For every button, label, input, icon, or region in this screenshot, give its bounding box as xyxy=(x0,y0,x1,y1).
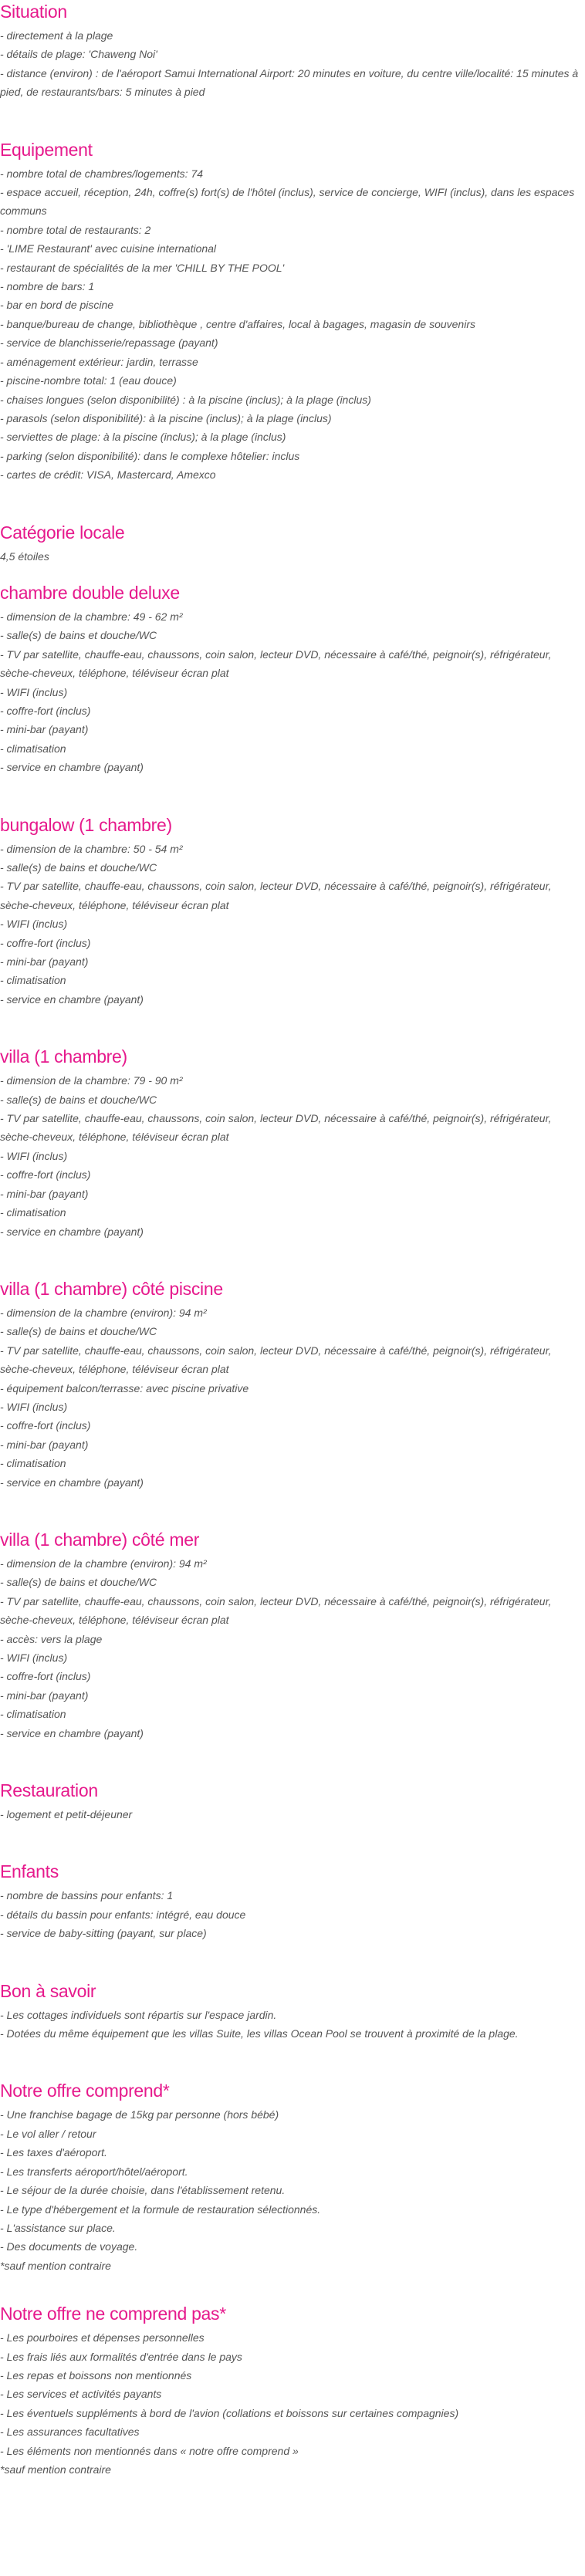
list-item: - équipement balcon/terrasse: avec piscine privative xyxy=(0,1381,249,1394)
section-bon-a-savoir xyxy=(0,1979,585,2044)
section-enfants xyxy=(0,1860,585,1942)
list-item: - coffre-fort (inclus) xyxy=(0,1168,91,1182)
section-title: Notre offre comprend* xyxy=(0,2081,170,2101)
list-item: - Le type d'hébergement et la formule de restauration sélectionnés. xyxy=(0,2202,321,2216)
list-item: - distance (environ) : de l'aéroport Samui International Airport: 20 minutes en voiture, du centre ville/localité: 15 minutes à pied, de restaurants/bars: 5 minutes à pied xyxy=(0,66,579,99)
list-item: - nombre de bassins pour enfants: 1 xyxy=(0,1889,174,1902)
list-item: - salle(s) de bains et douche/WC xyxy=(0,1093,157,1106)
list-item: - chaises longues (selon disponibilité) : à la piscine (inclus); à la plage (inclus) xyxy=(0,393,371,406)
section-offre-ne-comprend-pas xyxy=(0,2302,585,2479)
list-item: - mini-bar (payant) xyxy=(0,723,89,736)
list-item: - Le séjour de la durée choisie, dans l'établissement retenu. xyxy=(0,2184,286,2197)
list-item: - serviettes de plage: à la piscine (inclus); à la plage (inclus) xyxy=(0,431,286,444)
section-title: bungalow (1 chambre) xyxy=(0,814,172,835)
section-title: Enfants xyxy=(0,1861,59,1882)
section-chambre-double xyxy=(0,581,585,777)
list-item: - dimension de la chambre: 50 - 54 m² xyxy=(0,842,183,855)
list-item: - Les éventuels suppléments à bord de l'avion (collations et boissons sur certaines compagnies) xyxy=(0,2406,459,2419)
section-restauration xyxy=(0,1779,585,1824)
list-item: - WIFI (inclus) xyxy=(0,918,68,931)
list-item: - climatisation xyxy=(0,1457,66,1470)
section-title: Catégorie locale xyxy=(0,522,125,543)
list-item: - WIFI (inclus) xyxy=(0,685,68,698)
list-item: - parasols (selon disponibilité): à la piscine (inclus); à la plage (inclus) xyxy=(0,411,332,424)
list-item: - mini-bar (payant) xyxy=(0,955,89,969)
section-villa-mer xyxy=(0,1528,585,1743)
list-item: *sauf mention contraire xyxy=(0,2259,111,2272)
list-item: - TV par satellite, chauffe-eau, chaussons, coin salon, lecteur DVD, nécessaire à café/thé, peignoir(s), réfrigérateur, sèche-cheveux, téléphone, téléviseur écran plat xyxy=(0,1112,552,1144)
list-item: - service en chambre (payant) xyxy=(0,1726,144,1739)
list-item: - dimension de la chambre: 79 - 90 m² xyxy=(0,1074,183,1087)
list-item: - Dotées du même équipement que les villas Suite, les villas Ocean Pool se trouvent à proximité de la plage. xyxy=(0,2027,519,2040)
list-item: - dimension de la chambre (environ): 94 m² xyxy=(0,1557,207,1570)
section-lines xyxy=(0,1303,585,1492)
section-lines xyxy=(0,1554,585,1743)
section-title: villa (1 chambre) xyxy=(0,1046,127,1067)
list-item: - Les services et activités payants xyxy=(0,2388,162,2401)
section-bungalow xyxy=(0,813,585,1009)
section-villa-piscine xyxy=(0,1277,585,1492)
list-item: - détails de plage: 'Chaweng Noi' xyxy=(0,48,157,61)
section-lines xyxy=(0,2006,585,2044)
list-item: - dimension de la chambre (environ): 94 m² xyxy=(0,1306,207,1319)
list-item: - logement et petit-déjeuner xyxy=(0,1808,133,1821)
list-item: - TV par satellite, chauffe-eau, chaussons, coin salon, lecteur DVD, nécessaire à café/thé, peignoir(s), réfrigérateur, sèche-cheveux, téléphone, téléviseur écran plat xyxy=(0,1594,552,1627)
section-title: villa (1 chambre) côté mer xyxy=(0,1529,200,1550)
list-item: - mini-bar (payant) xyxy=(0,1187,89,1200)
section-lines xyxy=(0,2328,585,2479)
list-item: - salle(s) de bains et douche/WC xyxy=(0,1576,157,1589)
section-villa xyxy=(0,1045,585,1241)
list-item: - Les taxes d'aéroport. xyxy=(0,2146,107,2159)
list-item: - WIFI (inclus) xyxy=(0,1400,68,1413)
list-item: - piscine-nombre total: 1 (eau douce) xyxy=(0,374,177,387)
list-item: - WIFI (inclus) xyxy=(0,1651,68,1664)
list-item: - service de blanchisserie/repassage (payant) xyxy=(0,336,218,350)
list-item: - salle(s) de bains et douche/WC xyxy=(0,861,157,874)
section-lines xyxy=(0,547,585,566)
list-item: - Les cottages individuels sont répartis sur l'espace jardin. xyxy=(0,2008,277,2021)
section-lines xyxy=(0,1886,585,1942)
list-item: - coffre-fort (inclus) xyxy=(0,936,91,949)
list-item: - dimension de la chambre: 49 - 62 m² xyxy=(0,610,183,623)
list-item: - TV par satellite, chauffe-eau, chaussons, coin salon, lecteur DVD, nécessaire à café/thé, peignoir(s), réfrigérateur, sèche-cheveux, téléphone, téléviseur écran plat xyxy=(0,880,552,911)
list-item: - Une franchise bagage de 15kg par personne (hors bébé) xyxy=(0,2108,279,2121)
section-title: Notre offre ne comprend pas* xyxy=(0,2304,226,2324)
list-item: - TV par satellite, chauffe-eau, chaussons, coin salon, lecteur DVD, nécessaire à café/thé, peignoir(s), réfrigérateur, sèche-cheveux, téléphone, téléviseur écran plat xyxy=(0,1344,552,1376)
list-item: - Le vol aller / retour xyxy=(0,2127,96,2140)
section-title: Restauration xyxy=(0,1780,98,1801)
list-item: - Les frais liés aux formalités d'entrée dans le pays xyxy=(0,2350,242,2363)
section-title: Equipement xyxy=(0,139,93,160)
section-lines xyxy=(0,607,585,777)
list-item: - mini-bar (payant) xyxy=(0,1689,89,1702)
section-title: villa (1 chambre) côté piscine xyxy=(0,1278,223,1299)
section-lines xyxy=(0,1071,585,1241)
list-item: - service en chambre (payant) xyxy=(0,1476,144,1489)
list-item: - WIFI (inclus) xyxy=(0,1149,68,1162)
list-item: - cartes de crédit: VISA, Mastercard, Amexco xyxy=(0,468,216,482)
list-item: - Les pourboires et dépenses personnelles xyxy=(0,2331,205,2344)
list-item: - détails du bassin pour enfants: intégré, eau douce xyxy=(0,1908,246,1921)
section-lines xyxy=(0,26,585,102)
list-item: - espace accueil, réception, 24h, coffre(s) fort(s) de l'hôtel (inclus), service de concierge, WIFI (inclus), dans les espaces communs xyxy=(0,186,575,218)
list-item: - parking (selon disponibilité): dans le complexe hôtelier: inclus xyxy=(0,449,300,462)
list-item: - Les repas et boissons non mentionnés xyxy=(0,2368,192,2382)
section-lines xyxy=(0,2105,585,2275)
list-item: - Les éléments non mentionnés dans « notre offre comprend » xyxy=(0,2444,299,2457)
list-item: - aménagement extérieur: jardin, terrasse xyxy=(0,355,198,368)
section-title: chambre double deluxe xyxy=(0,582,180,603)
list-item: - service en chambre (payant) xyxy=(0,992,144,1006)
list-item: - Les assurances facultatives xyxy=(0,2426,140,2439)
list-item: - accès: vers la plage xyxy=(0,1632,103,1645)
list-item: - coffre-fort (inclus) xyxy=(0,1419,91,1432)
section-title: Situation xyxy=(0,2,67,22)
section-equipement xyxy=(0,138,585,485)
list-item: - L'assistance sur place. xyxy=(0,2221,116,2234)
list-item: - nombre total de restaurants: 2 xyxy=(0,223,151,236)
list-item: - Les transferts aéroport/hôtel/aéroport. xyxy=(0,2165,188,2178)
list-item: - TV par satellite, chauffe-eau, chaussons, coin salon, lecteur DVD, nécessaire à café/thé, peignoir(s), réfrigérateur, sèche-cheveux, téléphone, téléviseur écran plat xyxy=(0,647,552,680)
list-item: - service en chambre (payant) xyxy=(0,1225,144,1238)
list-item: - climatisation xyxy=(0,1708,66,1721)
list-item: - salle(s) de bains et douche/WC xyxy=(0,629,157,642)
list-item: - bar en bord de piscine xyxy=(0,299,114,312)
section-categorie xyxy=(0,521,585,566)
section-lines xyxy=(0,840,585,1009)
section-lines xyxy=(0,164,585,485)
list-item: - mini-bar (payant) xyxy=(0,1438,89,1451)
list-item: - 'LIME Restaurant' avec cuisine international xyxy=(0,242,217,255)
list-item: - service de baby-sitting (payant, sur place) xyxy=(0,1927,207,1940)
section-offre-comprend xyxy=(0,2079,585,2275)
list-item: - directement à la plage xyxy=(0,29,113,42)
list-item: 4,5 étoiles xyxy=(0,549,49,563)
list-item: - nombre total de chambres/logements: 74 xyxy=(0,167,204,180)
list-item: - climatisation xyxy=(0,1206,66,1219)
list-item: - nombre de bars: 1 xyxy=(0,280,95,293)
list-item: - restaurant de spécialités de la mer 'CHILL BY THE POOL' xyxy=(0,261,285,274)
list-item: - coffre-fort (inclus) xyxy=(0,1670,91,1683)
list-item: - climatisation xyxy=(0,974,66,987)
section-lines xyxy=(0,1805,585,1824)
list-item: - climatisation xyxy=(0,742,66,755)
list-item: *sauf mention contraire xyxy=(0,2463,111,2476)
section-situation xyxy=(0,0,585,102)
section-title: Bon à savoir xyxy=(0,1980,96,2001)
list-item: - salle(s) de bains et douche/WC xyxy=(0,1325,157,1338)
list-item: - Des documents de voyage. xyxy=(0,2240,138,2253)
list-item: - banque/bureau de change, bibliothèque , centre d'affaires, local à bagages, magasin de souvenirs xyxy=(0,317,475,330)
list-item: - service en chambre (payant) xyxy=(0,761,144,774)
list-item: - coffre-fort (inclus) xyxy=(0,704,91,717)
